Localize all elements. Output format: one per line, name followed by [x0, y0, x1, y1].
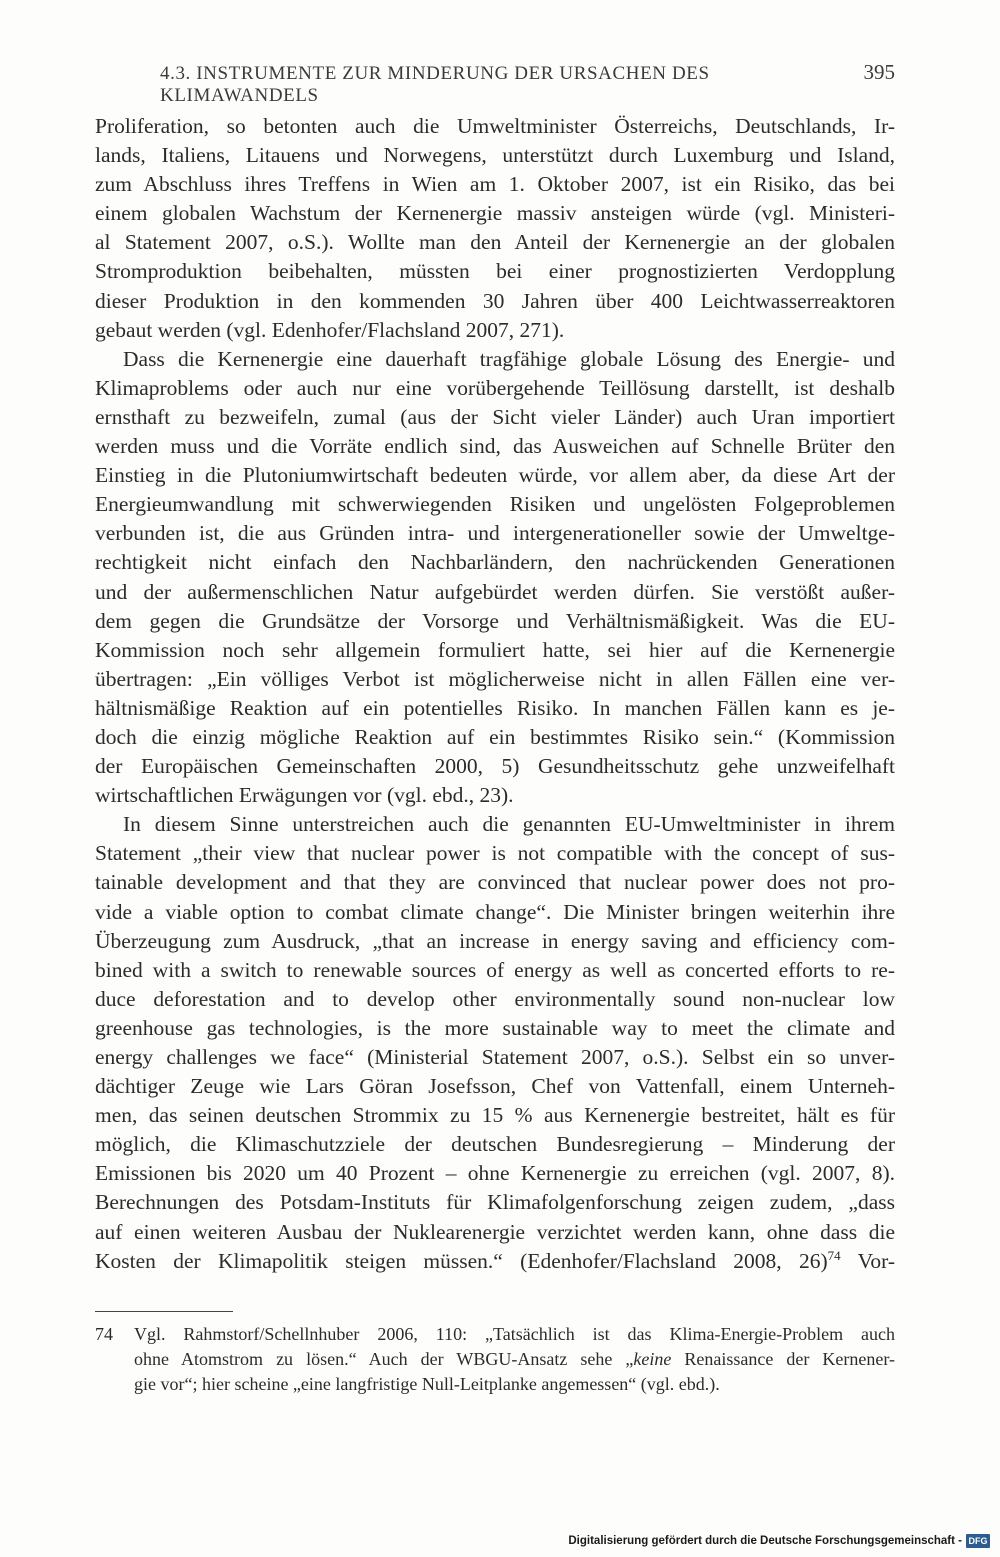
text-line: Kommission noch sehr allgemein formuliert hatte, sei hier auf die Kernenergie	[95, 637, 895, 662]
text-line: hältnismäßige Reaktion auf ein potentielles Risiko. In manchen Fällen kann es je-	[95, 695, 895, 720]
footnote-text: ohne Atomstrom zu lösen.“ Auch der WBGU-Ansatz sehe „	[134, 1349, 634, 1369]
funding-note	[568, 1534, 990, 1548]
text-line: doch die einzig mögliche Reaktion auf ein bestimmtes Risiko sein.“ (Kommission	[95, 724, 895, 749]
footnote-separator	[95, 1311, 233, 1312]
text-line: Einstieg in die Plutoniumwirtschaft bedeuten würde, vor allem aber, da diese Art der	[95, 463, 895, 488]
text-line: zum Abschluss ihres Treffens in Wien am 1. Oktober 2007, ist ein Risiko, das bei	[95, 172, 895, 197]
text-line: bined with a switch to renewable sources of energy as well as concerted efforts to re-	[95, 957, 895, 982]
text-line: Überzeugung zum Ausdruck, „that an increase in energy saving and efficiency com-	[95, 928, 895, 953]
footnote-line: gie vor“; hier scheine „eine langfristige Null-Leitplanke angemessen“ (vgl. ebd.).	[134, 1374, 720, 1394]
text-line: energy challenges we face“ (Ministerial Statement 2007, o.S.). Selbst ein so unver-	[95, 1045, 895, 1069]
text-line: duce deforestation and to develop other environmentally sound non-nuclear low	[95, 986, 895, 1011]
chapter-title: 4.3. INSTRUMENTE ZUR MINDERUNG DER URSACHEN DES KLIMAWANDELS	[160, 63, 710, 106]
text-line: und der außermenschlichen Natur aufgebürdet werden dürfen. Sie verstößt außer-	[95, 579, 895, 604]
text-line: ernsthaft zu bezweifeln, zumal (aus der Sicht vieler Länder) auch Uran importiert	[95, 404, 895, 429]
dfg-logo-icon: DFG	[966, 1534, 990, 1548]
footnote-reference: 74	[827, 1247, 841, 1263]
text-line-with-footnote-ref	[95, 1247, 895, 1276]
funding-text: Digitalisierung gefördert durch die Deutsche Forschungsgemeinschaft -	[568, 1535, 962, 1547]
text-line: Energieumwandlung mit schwerwiegenden Risiken und ungelösten Folgeproblemen	[95, 492, 895, 517]
text-line: lands, Italiens, Litauens und Norwegens, unterstützt durch Luxemburg und Island,	[95, 143, 895, 168]
text-line: tainable development and that they are convinced that nuclear power does not pro-	[95, 870, 895, 895]
text-line: Stromproduktion beibehalten, müssten bei einer prognostizierten Verdopplung	[95, 259, 895, 284]
text-line: greenhouse gas technologies, is the more sustainable way to meet the climate and	[95, 1015, 895, 1040]
text-line: In diesem Sinne unterstreichen auch die genannten EU-Umweltminister in ihrem	[123, 812, 895, 837]
text-line: Dass die Kernenergie eine dauerhaft tragfähige globale Lösung des Energie- und	[123, 346, 895, 371]
page-number: 395	[863, 60, 895, 84]
footnote-emphasis: keine	[633, 1349, 672, 1369]
footnote-text: Vgl. Rahmstorf/Schellnhuber 2006, 110: „Tatsächlich ist das Klima-Energie-Problem auch	[134, 1324, 895, 1344]
text-line-part: Vor-	[857, 1248, 895, 1273]
text-line: auf einen weiteren Ausbau der Nuklearenergie verzichtet werden kann, ohne dass die	[95, 1219, 895, 1244]
text-line: vide a viable option to combat climate change“. Die Minister bringen weiterhin ihre	[95, 899, 895, 924]
text-line: men, das seinen deutschen Strommix zu 15 % aus Kernenergie bestreitet, hält es für	[95, 1103, 895, 1128]
text-line-part: Kosten der Klimapolitik steigen müssen.“ (Edenhofer/Flachsland 2008, 26)	[95, 1248, 828, 1273]
footnotes	[95, 1322, 895, 1397]
text-line: der Europäischen Gemeinschaften 2000, 5) Gesundheitsschutz gehe unzweifelhaft	[95, 754, 895, 779]
text-line: Proliferation, so betonten auch die Umweltminister Österreichs, Deutschlands, Ir-	[95, 114, 895, 138]
text-line: übertragen: „Ein völliges Verbot ist möglicherweise nicht in allen Fällen eine ver-	[95, 666, 895, 691]
text-line: einem globalen Wachstum der Kernenergie massiv ansteigen würde (vgl. Ministeri-	[95, 201, 895, 226]
text-line: rechtigkeit nicht einfach den Nachbarländern, den nachrückenden Generationen	[95, 550, 895, 575]
text-line: Klimaproblems oder auch nur eine vorübergehende Teillösung darstellt, ist deshalb	[95, 375, 895, 400]
body-text	[95, 112, 895, 1276]
text-line: möglich, die Klimaschutzziele der deutschen Bundesregierung – Minderung der	[95, 1132, 895, 1157]
text-line: dem gegen die Grundsätze der Vorsorge und Verhältnismäßigkeit. Was die EU-	[95, 608, 895, 633]
text-line: Emissionen bis 2020 um 40 Prozent – ohne Kernenergie zu erreichen (vgl. 2007, 8).	[95, 1161, 895, 1186]
text-line: gebaut werden (vgl. Edenhofer/Flachsland 2007, 271).	[95, 317, 565, 342]
text-line: werden muss und die Vorräte endlich sind, das Ausweichen auf Schnelle Brüter den	[95, 434, 895, 459]
text-line: Berechnungen des Potsdam-Instituts für Klimafolgenforschung zeigen zudem, „dass	[95, 1190, 895, 1215]
footnote-line	[95, 1347, 895, 1372]
footnote-line	[95, 1322, 895, 1347]
footnote-number: 74	[95, 1324, 113, 1344]
text-line: dächtiger Zeuge wie Lars Göran Josefsson, Chef von Vattenfall, einem Unterneh-	[95, 1074, 895, 1099]
text-line: dieser Produktion in den kommenden 30 Jahren über 400 Leichtwasserreaktoren	[95, 288, 895, 313]
text-line: al Statement 2007, o.S.). Wollte man den Anteil der Kernenergie an der globalen	[95, 230, 895, 255]
text-line: Statement „their view that nuclear power is not compatible with the concept of sus-	[95, 841, 895, 866]
text-line: wirtschaftlichen Erwägungen vor (vgl. ebd., 23).	[95, 783, 514, 808]
footnote-text: Renaissance der Kernener-	[671, 1349, 895, 1369]
running-head	[160, 60, 895, 107]
text-line: verbunden ist, die aus Gründen intra- und intergenerationeller sowie der Umweltge-	[95, 521, 895, 546]
